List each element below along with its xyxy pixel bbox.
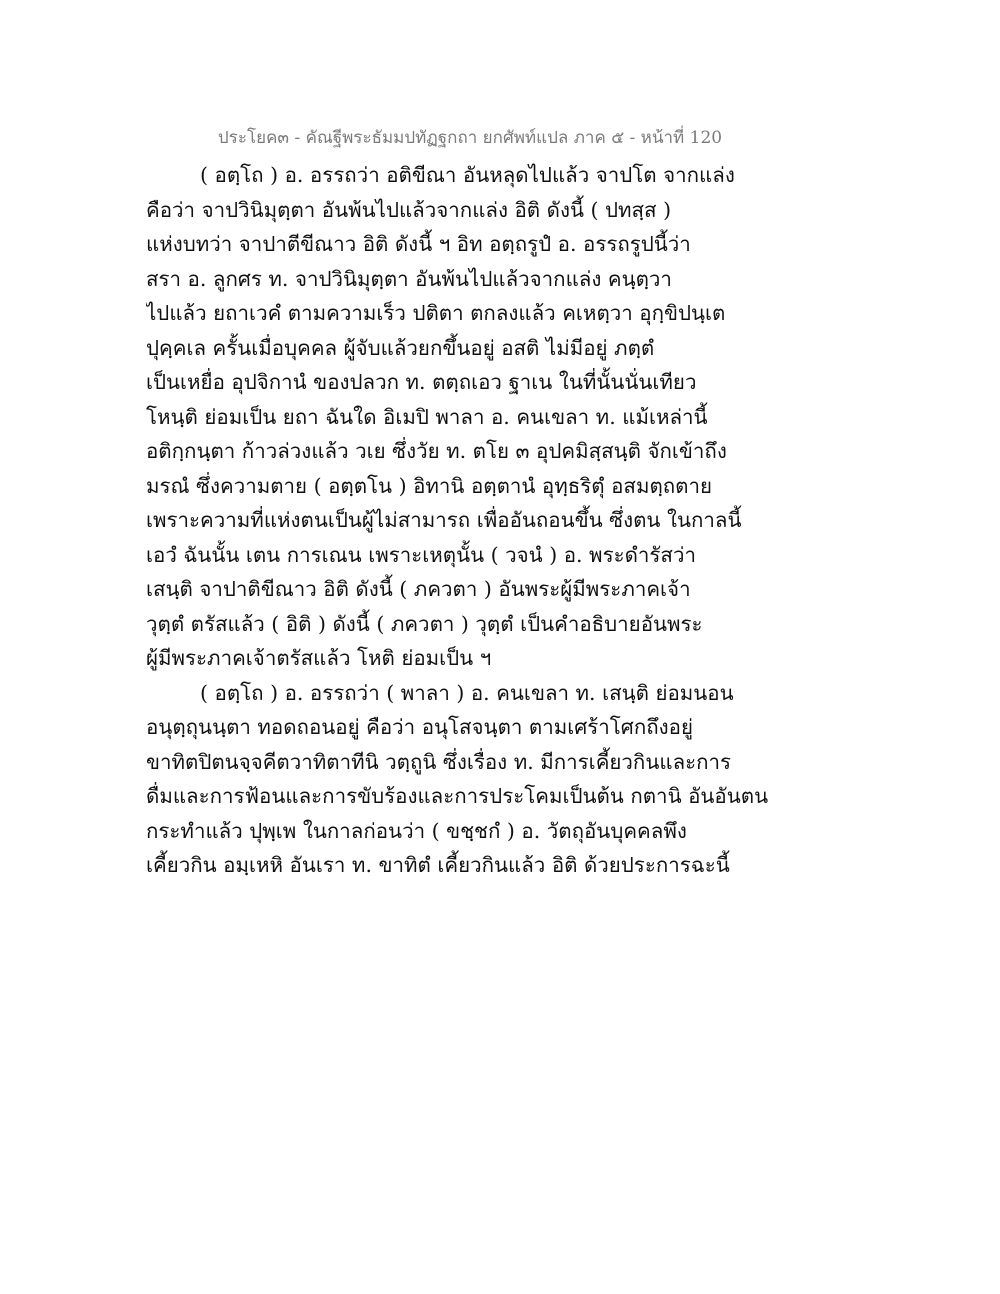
paragraph-1-line-12: เอวํ ฉันนั้น เตน การเณน เพราะเหตุนั้น ( วจนํ ) อ. พระดำรัสว่า — [146, 542, 696, 567]
paragraph-2-line-5: กระทำแล้ว ปุพฺเพ ในกาลก่อนว่า ( ขชฺชกํ ) อ. วัตถุอันบุคคลพึง — [146, 818, 687, 843]
paragraph-1-line-13: เสนฺติ จาปาติขีณาว อิติ ดังนี้ ( ภควตา ) อันพระผู้มีพระภาคเจ้า — [146, 577, 691, 601]
paragraph-1-line-11: เพราะความที่แห่งตนเป็นผู้ไม่สามารถ เพื่ออันถอนขึ้น ซึ่งตน ในกาลนี้ — [146, 508, 742, 532]
paragraph-1-line-15: ผู้มีพระภาคเจ้าตรัสแล้ว โหติ ย่อมเป็น ฯ — [146, 646, 492, 670]
paragraph-1-line-7: เป็นเหยื่อ อุปจิกานํ ของปลวก ท. ตตฺถเอว ฐาเน ในที่นั้นนั่นเทียว — [146, 370, 697, 394]
paragraph-1-line-14: วุตฺตํ ตรัสแล้ว ( อิติ ) ดังนี้ ( ภควตา ) วุตฺตํ เป็นคำอธิบายอันพระ — [146, 611, 703, 636]
paragraph-2-line-1: ( อตฺโถ ) อ. อรรถว่า ( พาลา ) อ. คนเขลา ท. เสนฺติ ย่อมนอน — [200, 680, 734, 705]
paragraph-1-line-1: ( อตฺโถ ) อ. อรรถว่า อติขีณา อันหลุดไปแล้ว จาปโต จากแล่ง — [200, 163, 735, 187]
paragraph-1-line-4: สรา อ. ลูกศร ท. จาปวินิมุตฺตา อันพ้นไปแล้วจากแล่ง คนฺตฺวา — [146, 266, 672, 291]
paragraph-2-line-6: เคี้ยวกิน อมฺเหหิ อันเรา ท. ขาทิตํ เคี้ยวกินแล้ว อิติ ด้วยประการฉะนี้ — [146, 853, 730, 877]
paragraph-1-line-8: โหนฺติ ย่อมเป็น ยถา ฉันใด อิเมปิ พาลา อ. คนเขลา ท. แม้เหล่านี้ — [146, 404, 708, 429]
paragraph-2-line-2: อนุตฺถุนนฺตา ทอดถอนอยู่ คือว่า อนุโสจนฺตา ตามเศร้าโศกถึงอยู่ — [146, 715, 693, 739]
paragraph-1-line-3: แห่งบทว่า จาปาตีขีณาว อิติ ดังนี้ ฯ อิท อตฺถรูปํ อ. อรรถรูปนี้ว่า — [146, 232, 691, 256]
running-header: ประโยค๓ - คัณฐีพระธัมมปทัฏฐกถา ยกศัพท์แปล ภาค ๕ - หน้าที่ 120 — [217, 128, 723, 148]
paragraph-1-line-9: อติกฺกนฺตา ก้าวล่วงแล้ว วเย ซึ่งวัย ท. ตโย ๓ อุปคมิสฺสนฺติ จักเข้าถึง — [146, 439, 727, 463]
paragraph-1-line-5: ไปแล้ว ยถาเวคํ ตามความเร็ว ปติตา ตกลงแล้ว คเหตฺวา อุกฺขิปนฺเต — [146, 301, 726, 325]
paragraph-1-line-10: มรณํ ซึ่งความตาย ( อตฺตโน ) อิทานิ อตฺตานํ อุทฺธริตุํ อสมตฺถตาย — [146, 473, 713, 498]
paragraph-1-line-2: คือว่า จาปวินิมุตฺตา อันพ้นไปแล้วจากแล่ง อิติ ดังนี้ ( ปทสฺส ) — [146, 197, 672, 222]
body-text — [146, 158, 866, 883]
paragraph-1-line-6: ปุคฺคเล ครั้นเมื่อบุคคล ผู้จับแล้วยกขึ้นอยู่ อสติ ไม่มีอยู่ ภตฺตํ — [146, 335, 655, 360]
paragraph-2-line-3: ขาทิตปิตนจฺจคีตวาทิตาทีนิ วตฺถูนิ ซึ่งเรื่อง ท. มีการเคี้ยวกินและการ — [146, 749, 732, 774]
paragraph-2-line-4: ดื่มและการฟ้อนและการขับร้องและการประโคมเป็นต้น กตานิ อันอันตน — [146, 784, 769, 808]
